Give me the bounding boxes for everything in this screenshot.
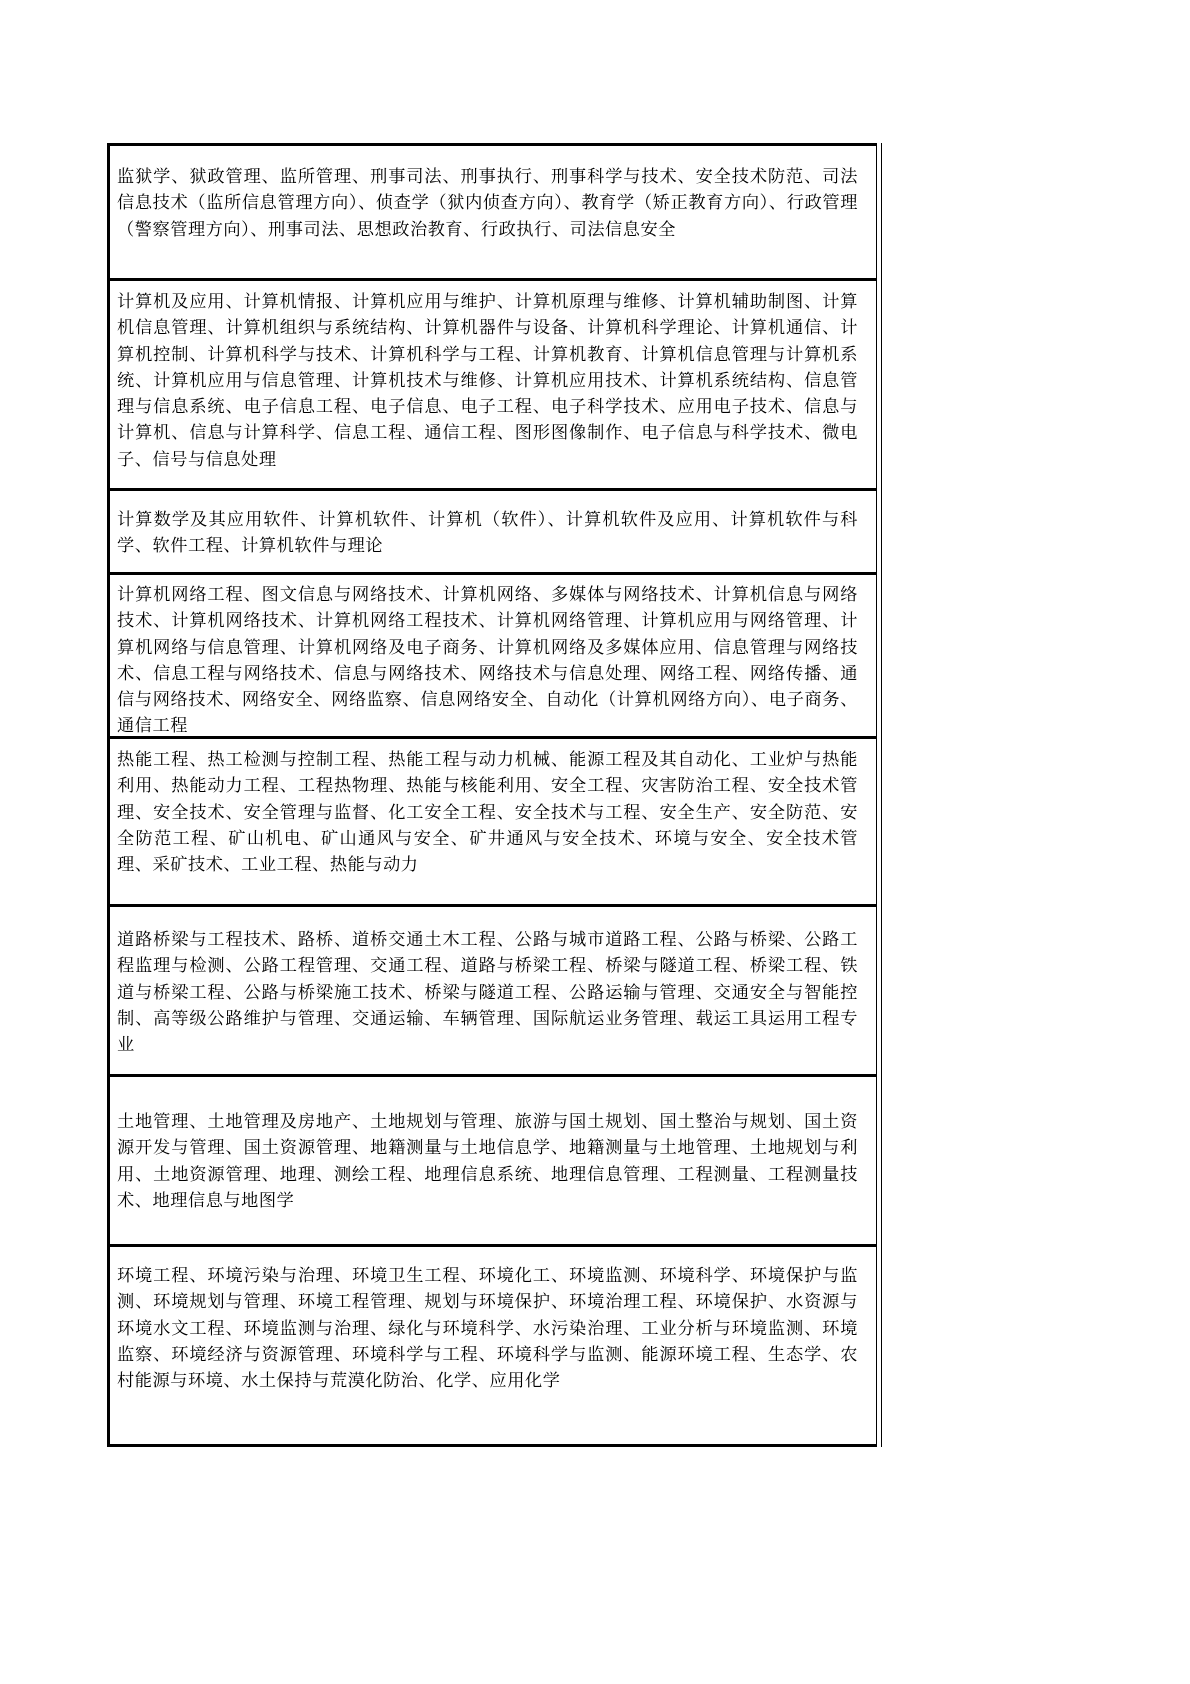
row-text: 土地管理、土地管理及房地产、土地规划与管理、旅游与国土规划、国土整治与规划、国土资源开发与管理、国土资源管理、地籍测量与土地信息学、地籍测量与土地管理、土地规划与利用、土地资源管理、地理、测绘工程、地理信息系统、地理信息管理、工程测量、工程测量技术、地理信息与地图学 [117, 1112, 858, 1211]
row-text: 计算机及应用、计算机情报、计算机应用与维护、计算机原理与维修、计算机辅助制图、计算机信息管理、计算机组织与系统结构、计算机器件与设备、计算机科学理论、计算机通信、计算机控制、计算机科学与技术、计算机科学与工程、计算机教育、计算机信息管理与计算机系统、计算机应用与信息管理、计算机技术与维修、计算机应用技术、计算机系统结构、信息管理与信息系统、电子信息工程、电子信息、电子工程、电子科学技术、应用电子技术、信息与计算机、信息与计算科学、信息工程、通信工程、图形图像制作、电子信息与科学技术、微电子、信号与信息处理 [117, 292, 858, 470]
table-row [110, 575, 876, 739]
table-row [110, 281, 876, 491]
table-row [110, 1077, 876, 1247]
table-row [110, 1247, 876, 1447]
row-text: 计算数学及其应用软件、计算机软件、计算机（软件）、计算机软件及应用、计算机软件与科学、软件工程、计算机软件与理论 [117, 510, 858, 557]
table-row [110, 739, 876, 907]
major-table [107, 143, 877, 1447]
row-text: 计算机网络工程、图文信息与网络技术、计算机网络、多媒体与网络技术、计算机信息与网络技术、计算机网络技术、计算机网络工程技术、计算机网络管理、计算机应用与网络管理、计算机网络与信息管理、计算机网络及电子商务、计算机网络及多媒体应用、信息管理与网络技术、信息工程与网络技术、信息与网络技术、网络技术与信息处理、网络工程、网络传播、通信与网络技术、网络安全、网络监察、信息网络安全、自动化（计算机网络方向）、电子商务、通信工程 [117, 585, 858, 737]
row-text: 监狱学、狱政管理、监所管理、刑事司法、刑事执行、刑事科学与技术、安全技术防范、司法信息技术（监所信息管理方向）、侦查学（狱内侦查方向）、教育学（矫正教育方向）、行政管理（警察管理方向）、刑事司法、思想政治教育、行政执行、司法信息安全 [117, 167, 858, 240]
table-row [110, 491, 876, 575]
table-row [110, 907, 876, 1077]
row-text: 热能工程、热工检测与控制工程、热能工程与动力机械、能源工程及其自动化、工业炉与热能利用、热能动力工程、工程热物理、热能与核能利用、安全工程、灾害防治工程、安全技术管理、安全技术、安全管理与监督、化工安全工程、安全技术与工程、安全生产、安全防范、安全防范工程、矿山机电、矿山通风与安全、矿井通风与安全技术、环境与安全、安全技术管理、采矿技术、工业工程、热能与动力 [117, 750, 858, 876]
row-text: 环境工程、环境污染与治理、环境卫生工程、环境化工、环境监测、环境科学、环境保护与监测、环境规划与管理、环境工程管理、规划与环境保护、环境治理工程、环境保护、水资源与环境水文工程、环境监测与治理、绿化与环境科学、水污染治理、工业分析与环境监测、环境监察、环境经济与资源管理、环境科学与工程、环境科学与监测、能源环境工程、生态学、农村能源与环境、水土保持与荒漠化防治、化学、应用化学 [117, 1266, 858, 1392]
table-row [110, 146, 876, 281]
row-text: 道路桥梁与工程技术、路桥、道桥交通土木工程、公路与城市道路工程、公路与桥梁、公路工程监理与检测、公路工程管理、交通工程、道路与桥梁工程、桥梁与隧道工程、桥梁工程、铁道与桥梁工程、公路与桥梁施工技术、桥梁与隧道工程、公路运输与管理、交通安全与智能控制、高等级公路维护与管理、交通运输、车辆管理、国际航运业务管理、载运工具运用工程专业 [117, 930, 858, 1056]
